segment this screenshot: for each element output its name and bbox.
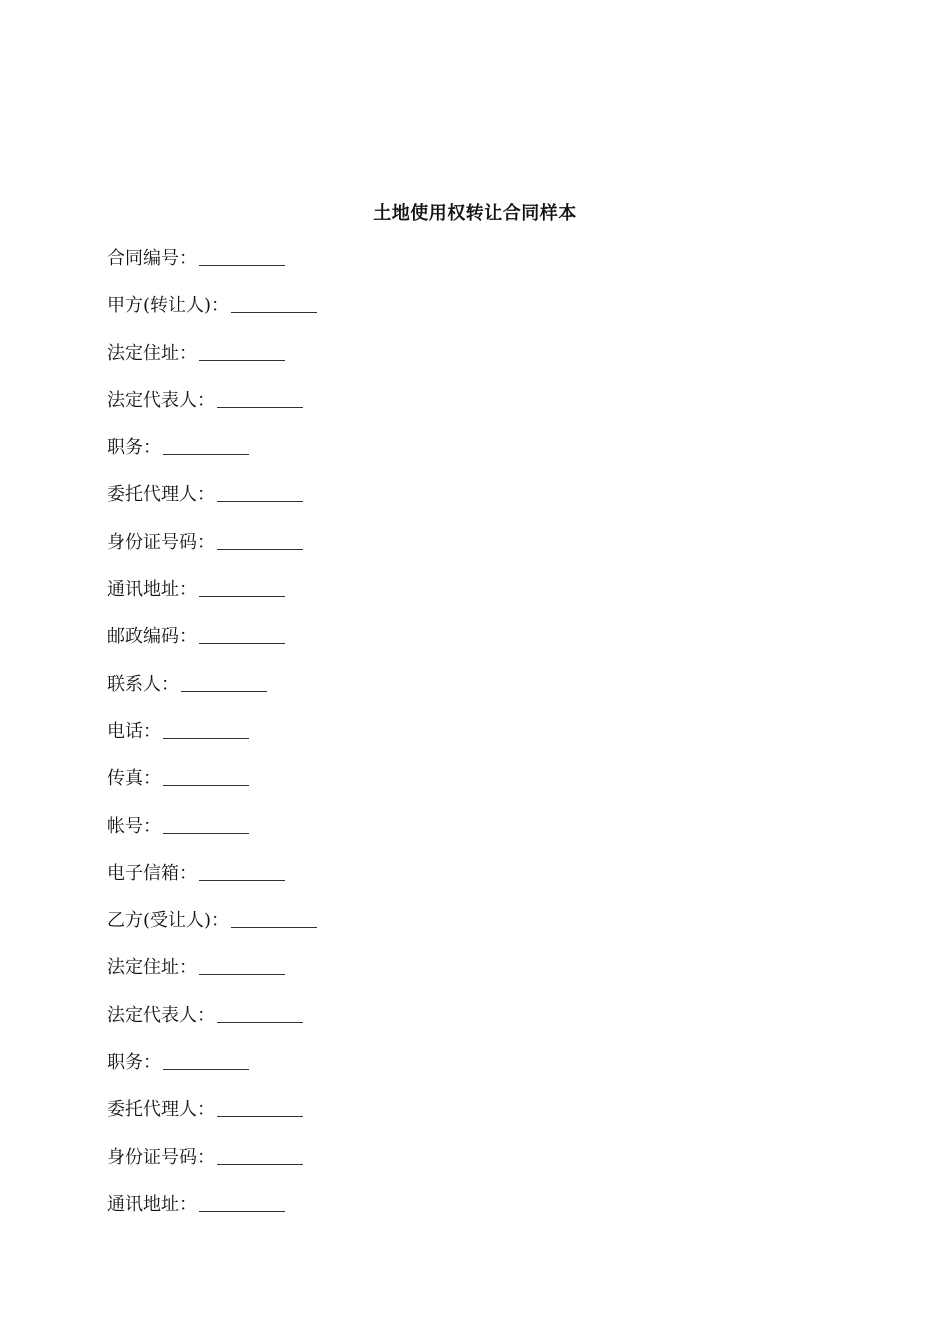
field-label: 委托代理人：: [107, 1099, 215, 1121]
fill-in-blank: [163, 434, 249, 455]
fill-in-blank: [199, 860, 285, 881]
fill-in-blank: [163, 813, 249, 834]
field-label: 甲方(转让人)：: [107, 295, 230, 317]
field-label: 身份证号码：: [107, 531, 215, 553]
fill-in-blank: [217, 481, 303, 502]
field-row: [107, 623, 317, 670]
field-label: 法定住址：: [107, 957, 197, 979]
field-row: [107, 387, 317, 434]
fill-in-blank: [163, 765, 249, 786]
field-row: [107, 1096, 317, 1143]
fill-in-blank: [231, 907, 317, 928]
field-row: [107, 576, 317, 623]
field-label: 邮政编码：: [107, 626, 197, 648]
fill-in-blank: [217, 387, 303, 408]
field-row: [107, 718, 317, 765]
fill-in-blank: [217, 529, 303, 550]
field-label: 法定住址：: [107, 342, 197, 364]
fill-in-blank: [199, 1191, 285, 1212]
field-row: [107, 529, 317, 576]
fill-in-blank: [199, 245, 285, 266]
field-label: 通讯地址：: [107, 1193, 197, 1215]
field-label: 职务：: [107, 1052, 161, 1074]
field-label: 联系人：: [107, 673, 179, 695]
field-label: 电话：: [107, 720, 161, 742]
field-row: [107, 1144, 317, 1191]
field-label: 身份证号码：: [107, 1146, 215, 1168]
fill-in-blank: [199, 340, 285, 361]
field-row: [107, 1002, 317, 1049]
fill-in-blank: [199, 954, 285, 975]
fill-in-blank: [199, 623, 285, 644]
field-row: [107, 907, 317, 954]
fill-in-blank: [163, 718, 249, 739]
field-label: 帐号：: [107, 815, 161, 837]
field-row: [107, 340, 317, 387]
field-label: 乙方(受让人)：: [107, 910, 230, 932]
fill-in-blank: [181, 671, 267, 692]
field-row: [107, 860, 317, 907]
fill-in-blank: [231, 292, 317, 313]
field-label: 传真：: [107, 768, 161, 790]
field-row: [107, 481, 317, 528]
field-row: [107, 1191, 317, 1238]
field-label: 法定代表人：: [107, 389, 215, 411]
field-row: [107, 1049, 317, 1096]
fill-in-blank: [217, 1002, 303, 1023]
field-label: 通讯地址：: [107, 579, 197, 601]
field-label: 委托代理人：: [107, 484, 215, 506]
field-row: [107, 434, 317, 481]
field-label: 合同编号：: [107, 248, 197, 269]
field-label: 法定代表人：: [107, 1004, 215, 1026]
fill-in-blank: [217, 1096, 303, 1117]
field-row: [107, 765, 317, 812]
field-row: [107, 245, 317, 292]
field-row: [107, 671, 317, 718]
field-label: 电子信箱：: [107, 862, 197, 884]
fill-in-blank: [199, 576, 285, 597]
document-title: 土地使用权转让合同样本: [373, 203, 577, 224]
field-row: [107, 813, 317, 860]
field-row: [107, 954, 317, 1001]
field-list: [107, 245, 317, 1238]
fill-in-blank: [217, 1144, 303, 1165]
field-label: 职务：: [107, 437, 161, 459]
field-row: [107, 292, 317, 339]
fill-in-blank: [163, 1049, 249, 1070]
